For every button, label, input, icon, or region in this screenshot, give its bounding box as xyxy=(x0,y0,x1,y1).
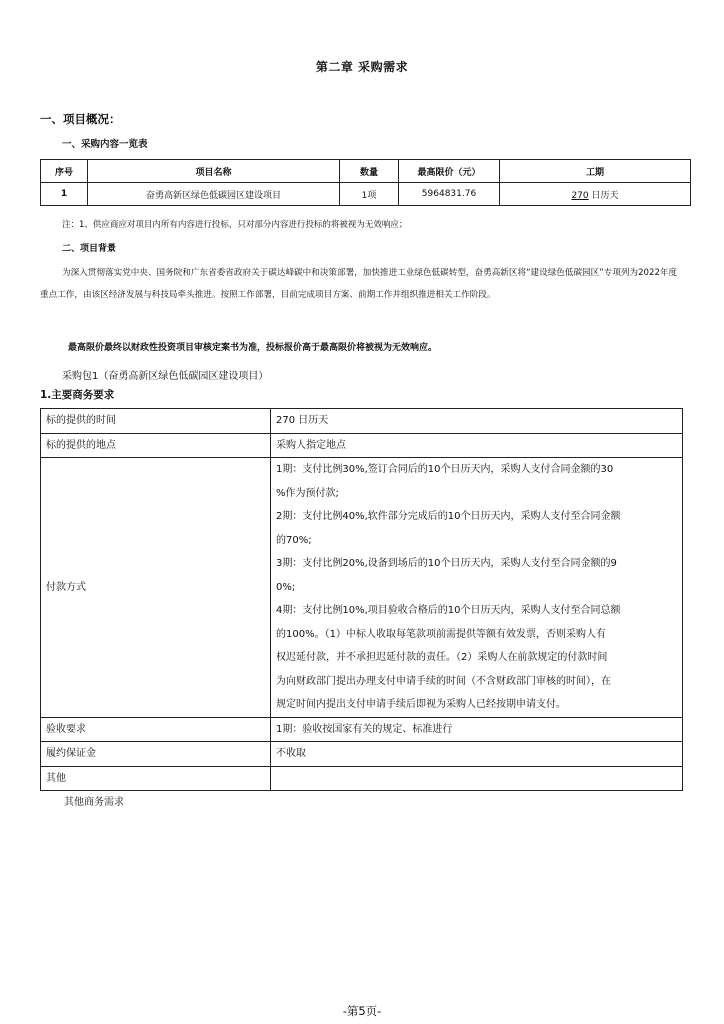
table-note: 注：1、供应商应对项目内所有内容进行投标，只对部分内容进行投标的将被视为无效响应； xyxy=(62,220,408,230)
other-business-requirements: 其他商务需求 xyxy=(64,797,124,808)
page-number: -第5页- xyxy=(342,1004,382,1018)
payment-line: 的100%。（1）中标人收取每笔款项前需提供等额有效发票，否则采购人有 xyxy=(276,628,606,640)
period-value: 270 xyxy=(571,190,589,201)
req-key: 验收要求 xyxy=(41,717,271,742)
req-value: 不收取 xyxy=(271,742,683,767)
payment-line: 权迟延付款，并不承担迟延付款的责任。（2）采购人在前款规定的付款时间 xyxy=(276,652,608,663)
req-value xyxy=(271,766,683,791)
req-key: 标的提供的时间 xyxy=(41,409,271,434)
page-title: 第二章 采购需求 xyxy=(315,60,409,74)
period-unit: 日历天 xyxy=(591,190,619,201)
table-row xyxy=(41,433,683,458)
payment-line: 规定时间内提出支付申请手续后即视为采购人已经按期申请支付。 xyxy=(276,699,566,710)
max-price: 5964831.76 xyxy=(399,183,500,206)
table-row xyxy=(41,766,683,791)
payment-line: 3期：支付比例20%,设备到场后的10个日历天内，采购人支付至合同金额的9 xyxy=(276,558,617,569)
table-row xyxy=(41,409,683,434)
quantity: 1项 xyxy=(340,183,399,206)
package-title: 采购包1（奋勇高新区绿色低碳园区建设项目） xyxy=(62,371,269,382)
payment-line: 的70%; xyxy=(276,534,312,546)
req-value: 1期：验收按国家有关的规定、标准进行 xyxy=(271,717,683,742)
req-key: 标的提供的地点 xyxy=(41,433,271,458)
req-key: 其他 xyxy=(41,766,271,791)
requirements-heading: 1.主要商务要求 xyxy=(40,389,115,401)
req-value: 270 日历天 xyxy=(271,409,683,434)
header-cell: 序号 xyxy=(41,160,88,183)
table-row xyxy=(41,458,683,718)
payment-terms xyxy=(271,458,683,718)
payment-line: 为向财政部门提出办理支付申请手续的时间（不含财政部门审核的时间），在 xyxy=(276,675,611,687)
header-cell: 数量 xyxy=(340,160,399,183)
header-cell: 最高限价（元） xyxy=(399,160,500,183)
table-row xyxy=(41,717,683,742)
row-number: 1 xyxy=(41,183,88,206)
payment-line: %作为预付款; xyxy=(276,487,339,499)
period-cell xyxy=(500,183,691,206)
req-key: 履约保证金 xyxy=(41,742,271,767)
background-paragraph: 为深入贯彻落实党中央、国务院和广东省委省政府关于碳达峰碳中和决策部署，加快推进工业绿色低碳转型，奋勇高新区将“建设绿色低碳园区”专项列为2022年度重点工作，由该区经济发展与科技局牵头推进。按照工作部署，目前完成项目方案、前期工作并组织推进相关工作阶段。 xyxy=(40,268,678,300)
table-header-row xyxy=(41,160,691,183)
payment-line: 4期：支付比例10%,项目验收合格后的10个日历天内，采购人支付至合同总额 xyxy=(276,605,621,616)
payment-line: 2期：支付比例40%,软件部分完成后的10个日历天内，采购人支付至合同金额 xyxy=(276,511,621,522)
project-name: 奋勇高新区绿色低碳园区建设项目 xyxy=(88,183,340,206)
table-row xyxy=(41,742,683,767)
table-row xyxy=(41,183,691,206)
req-key: 付款方式 xyxy=(41,458,271,718)
header-cell: 工期 xyxy=(500,160,691,183)
header-cell: 项目名称 xyxy=(88,160,340,183)
req-value: 采购人指定地点 xyxy=(271,433,683,458)
background-title: 二、项目背景 xyxy=(62,244,117,254)
payment-line: 0%; xyxy=(276,581,296,593)
price-limit-note: 最高限价最终以财政性投资项目审核定案书为准，投标报价高于最高限价将被视为无效响应。 xyxy=(68,343,438,353)
section-heading-overview: 一、项目概况： xyxy=(40,112,121,126)
payment-line: 1期：支付比例30%,签订合同后的10个日历天内，采购人支付合同金额的30 xyxy=(276,464,614,475)
procurement-table xyxy=(40,159,691,206)
requirements-table xyxy=(40,408,683,791)
subheading-procurement-list: 一、采购内容一览表 xyxy=(62,139,148,150)
